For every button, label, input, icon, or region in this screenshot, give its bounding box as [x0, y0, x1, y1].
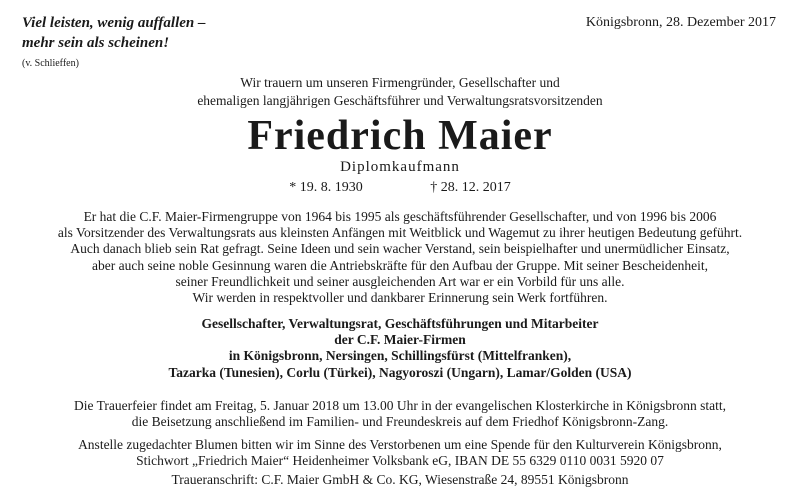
- dateline: Königsbronn, 28. Dezember 2017: [585, 15, 776, 30]
- service-line: Die Trauerfeier findet am Freitag, 5. Januar 2018 um 13.00 Uhr in der evangelischen Klosterkirche in Königsbronn statt,: [74, 398, 726, 413]
- motto: [22, 13, 206, 72]
- donation-line: Anstelle zugedachter Blumen bitten wir im Sinne des Verstorbenen um eine Spende für den Kulturverein Königsbronn,: [78, 437, 722, 452]
- mourning-address: Traueranschrift: C.F. Maier GmbH & Co. KG, Wiesenstraße 24, 89551 Königsbronn: [171, 472, 629, 487]
- donation-line: Stichwort „Friedrich Maier“ Heidenheimer Volksbank eG, IBAN DE 55 6329 0110 0031 5920 07: [136, 453, 664, 469]
- life-dates: [0, 179, 800, 197]
- mourners-line: Gesellschafter, Verwaltungsrat, Geschäftsführungen und Mitarbeiter: [201, 316, 599, 331]
- tribute-line: Wir werden in respektvoller und dankbarer Erinnerung sein Werk fortführen.: [192, 290, 608, 306]
- intro-line: ehemaligen langjährigen Geschäftsführer und Verwaltungsratsvorsitzenden: [197, 93, 603, 108]
- tribute-text: [0, 209, 800, 306]
- motto-source: (v. Schlieffen): [22, 58, 79, 69]
- death-date: † 28. 12. 2017: [430, 180, 511, 195]
- deceased-name: Friedrich Maier: [247, 113, 553, 159]
- mourners-line: der C.F. Maier-Firmen: [334, 332, 466, 348]
- funeral-service-info: [0, 398, 800, 430]
- birth-date: * 19. 8. 1930: [289, 180, 363, 195]
- intro-line: Wir trauern um unseren Firmengründer, Gesellschafter und: [240, 75, 560, 90]
- service-line: die Beisetzung anschließend im Familien- und Freundeskreis auf dem Friedhof Königsbronn-Zang.: [131, 414, 669, 430]
- tribute-line: als Vorsitzender des Verwaltungsrats aus kleinsten Anfängen mit Weitblick und Wagemut zu ihrer heutigen Bedeutung geführt.: [57, 225, 743, 241]
- tribute-line: Auch danach blieb sein Rat gefragt. Seine Ideen und sein wacher Verstand, sein beispielhafter und unermüdlicher Einsatz,: [70, 241, 730, 257]
- tribute-line: seiner Freundlichkeit und seiner ausgleichenden Art war er ein Vorbild für uns alle.: [175, 273, 625, 289]
- academic-degree: Diplomkaufmann: [340, 159, 460, 175]
- tribute-line: Er hat die C.F. Maier-Firmengruppe von 1964 bis 1995 als geschäftsführender Gesellschafter, und von 1996 bis 2006: [83, 209, 717, 224]
- mourners-line: Tazarka (Tunesien), Corlu (Türkei), Nagyoroszi (Ungarn), Lamar/Golden (USA): [168, 364, 632, 380]
- mourners-signature: [0, 316, 800, 381]
- motto-line: mehr sein als scheinen!: [22, 35, 170, 51]
- intro-text: [0, 74, 800, 110]
- mourners-line: in Königsbronn, Nersingen, Schillingsfürst (Mittelfranken),: [228, 348, 572, 364]
- tribute-line: aber auch seine noble Gesinnung waren die Antriebskräfte für den Aufbau der Gruppe. Mit seiner Bescheidenheit,: [92, 257, 708, 273]
- motto-line: Viel leisten, wenig auffallen –: [22, 15, 206, 31]
- donation-request: [0, 437, 800, 469]
